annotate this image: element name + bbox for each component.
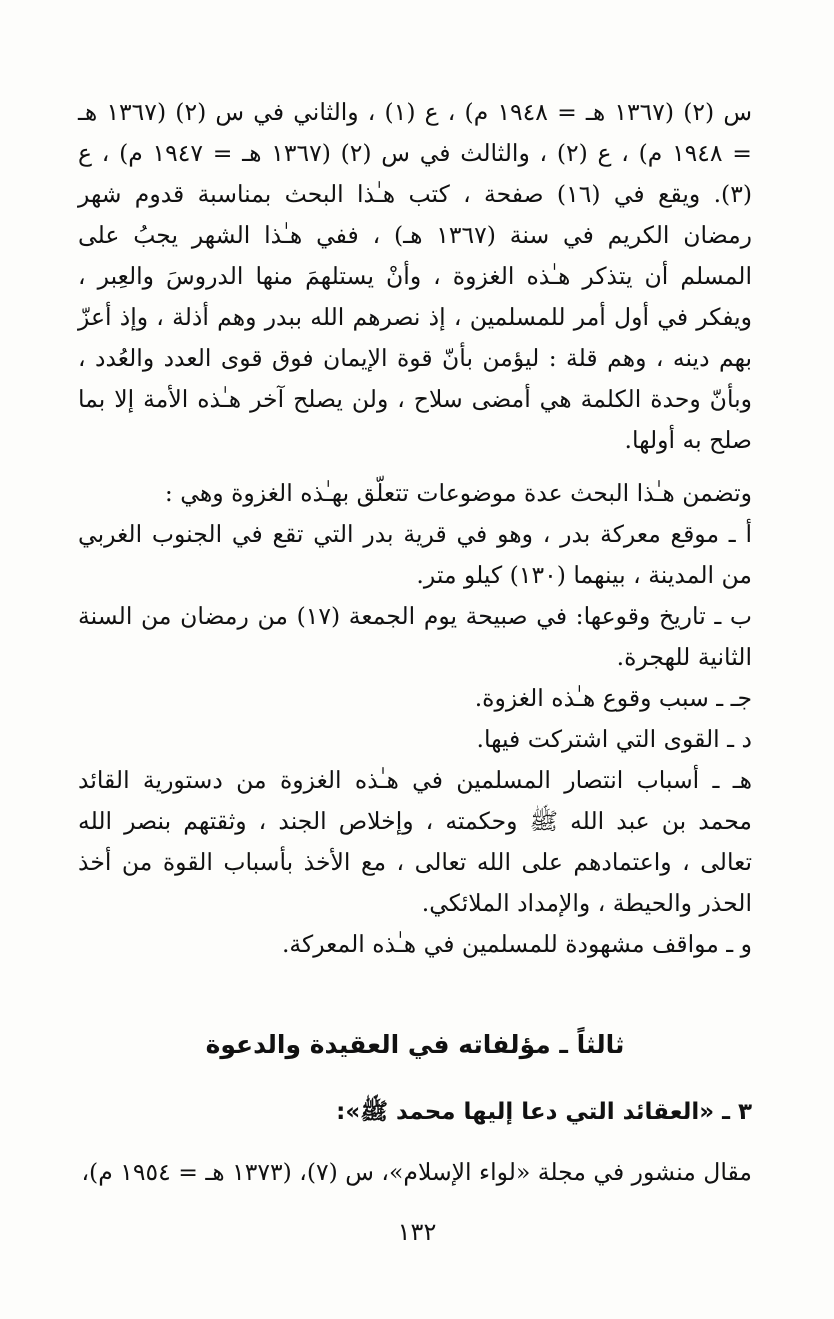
list-item-d: د ـ القوى التي اشتركت فيها. <box>476 725 752 753</box>
intro-paragraph: س (٢) (١٣٦٧ هـ = ١٩٤٨ م) ، ع (١) ، والثاني في س (٢) (١٣٦٧ هـ = ١٩٤٨ م) ، ع (٢) ، والثالث في س (٢) (١٣٦٧ هـ = ١٩٤٧ م) ، ع (٣). ويقع في (١٦) صفحة ، كتب هـٰذا البحث بمناسبة قدوم شهر رمضان الكريم في سنة (١٣٦٧ هـ) ، ففي هـٰذا الشهر يجبُ على المسلم أن يتذكر هـٰذه الغزوة ، وأنْ يستلهمَ منها الدروسَ والعِبر ، ويفكر في أول أمر للمسلمين ، إذ نصرهم الله ببدر وهم أذلة ، وإذ أعزّ بهم دينه ، وهم قلة : ليؤمن بأنّ قوة الإيمان فوق قوى العدد والعُدد ، وبأنّ وحدة الكلمة هي أمضى سلاح ، ولن يصلح آخر هـٰذه الأمة إلا بما صلح به أولها. <box>78 98 753 454</box>
list-item-f: و ـ مواقف مشهودة للمسلمين في هـٰذه المعركة. <box>281 930 752 958</box>
section-heading: ثالثاً ـ مؤلفاته في العقيدة والدعوة <box>205 1030 625 1059</box>
body-text <box>78 92 752 965</box>
topics-intro-paragraph: وتضمن هـٰذا البحث عدة موضوعات تتعلّق بهـٰذه الغزوة وهي : <box>164 479 752 507</box>
list-item-b: ب ـ تاريخ وقوعها: في صبيحة يوم الجمعة (١٧) من رمضان من السنة الثانية للهجرة. <box>78 602 753 671</box>
page-number: ١٣٢ <box>397 1218 437 1246</box>
list-item-c: جـ ـ سبب وقوع هـٰذه الغزوة. <box>474 684 752 712</box>
list-item-a: أ ـ موقع معركة بدر ، وهو في قرية بدر التي تقع في الجنوب الغربي من المدينة ، بينهما (١٣٠) كيلو متر. <box>78 520 752 589</box>
subsection-heading: ٣ ـ «العقائد التي دعا إليها محمد ﷺ»: <box>336 1099 752 1125</box>
list-item-e: هـ ـ أسباب انتصار المسلمين في هـٰذه الغزوة من دستورية القائد محمد بن عبد الله ﷺ وحكمته ، وإخلاص الجند ، وثقتهم بنصر الله تعالى ، واعتمادهم على الله تعالى ، مع الأخذ بأسباب القوة من أخذ الحذر والحيطة ، والإمداد الملائكي. <box>78 766 752 917</box>
article-reference-line: مقال منشور في مجلة «لواء الإسلام»، س (٧)، (١٣٧٣ هـ = ١٩٥٤ م)، <box>81 1158 752 1186</box>
